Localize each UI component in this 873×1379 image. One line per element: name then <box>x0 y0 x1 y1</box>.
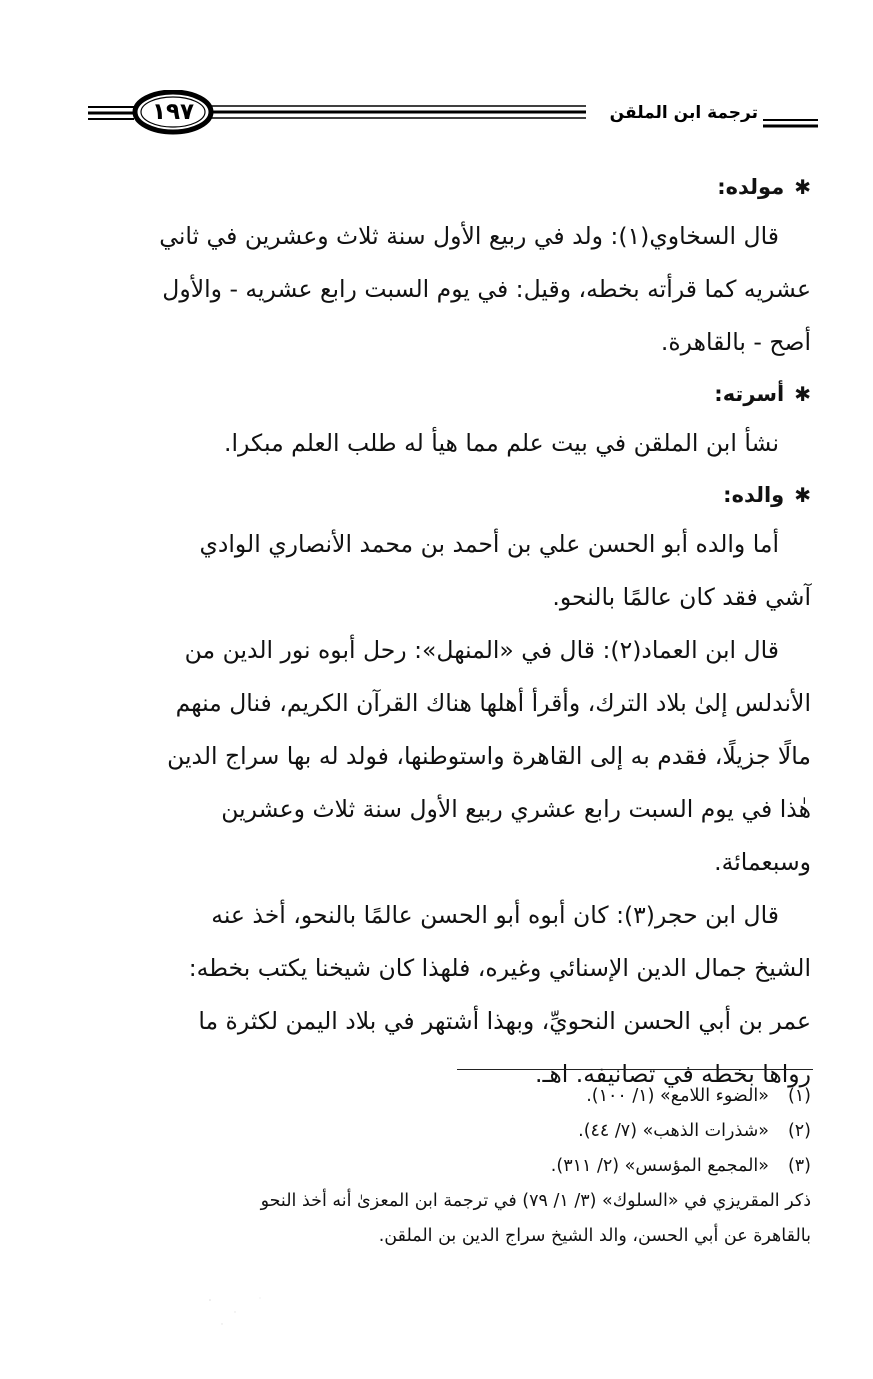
text-line: قال ابن العماد(٢): قال في «المنهل»: رحل أبوه نور الدين من <box>184 636 779 664</box>
text-line: وسبعمائة. <box>714 848 811 876</box>
text-line: أصح - بالقاهرة. <box>660 328 811 356</box>
asterisk-icon: ✱ <box>794 483 811 507</box>
text-line: رواها بخطه في تصانيفه. اهـ. <box>534 1060 811 1088</box>
main-text <box>81 162 811 1101</box>
asterisk-icon: ✱ <box>794 175 811 199</box>
footnote-text: «المجمع المؤسس» (٢/ ٣١١). <box>550 1156 769 1176</box>
footnote-number: (١) <box>787 1086 811 1106</box>
paragraph-father-1 <box>81 518 811 624</box>
footnote-number: (٣) <box>787 1156 811 1176</box>
page-number: ١٩٧ <box>151 99 195 125</box>
footnote-note-line: بالقاهرة عن أبي الحسن، والد الشيخ سراج الدين بن الملقن. <box>378 1226 811 1246</box>
text-line: عشريه كما قرأته بخطه، وقيل: في يوم السبت رابع عشريه - والأول <box>162 275 811 303</box>
text-line: عمر بن أبي الحسن النحويِّ، وبهذا أشتهر في بلاد اليمن لكثرة ما <box>198 1007 811 1035</box>
text-line: هٰذا في يوم السبت رابع عشري ربيع الأول سنة ثلاث وعشرين <box>221 795 811 823</box>
running-title: ترجمة ابن الملقن <box>609 103 758 123</box>
text-line: قال السخاوي(١): ولد في ربيع الأول سنة ثلاث وعشرين في ثاني <box>159 222 779 250</box>
section-heading-father: ✱والده: <box>723 483 811 507</box>
footnote-text: «شذرات الذهب» (٧/ ٤٤). <box>578 1121 769 1141</box>
footnote-separator <box>457 1069 813 1070</box>
text-line: الأندلس إلىٰ بلاد الترك، وأقرأ أهلها هناك القرآن الكريم، فنال منهم <box>175 689 811 717</box>
scan-specks <box>190 1290 290 1330</box>
footnotes <box>75 1079 811 1254</box>
footnote-item <box>75 1079 811 1114</box>
footnote-text: «الضوء اللامع» (١/ ١٠٠). <box>586 1086 769 1106</box>
running-header <box>88 90 818 138</box>
section-heading-birth: ✱مولده: <box>717 175 811 199</box>
footnote-note-line: ذكر المقريزي في «السلوك» (٣/ ١/ ٧٩) في ترجمة ابن المعزىٰ أنه أخذ النحو <box>260 1191 811 1211</box>
text-line: الشيخ جمال الدين الإسنائي وغيره، فلهذا كان شيخنا يكتب بخطه: <box>188 954 811 982</box>
footnote-note <box>75 1184 811 1254</box>
footnote-number: (٢) <box>787 1121 811 1141</box>
section-heading-family: ✱أسرته: <box>714 382 811 406</box>
paragraph-family <box>81 417 811 470</box>
text-line: قال ابن حجر(٣): كان أبوه أبو الحسن عالمًا بالنحو، أخذ عنه <box>211 901 779 929</box>
text-line: أما والده أبو الحسن علي بن أحمد بن محمد الأنصاري الوادي <box>199 530 779 558</box>
text-line: آشي فقد كان عالمًا بالنحو. <box>552 583 811 611</box>
text-line: نشأ ابن الملقن في بيت علم مما هيأ له طلب العلم مبكرا. <box>224 429 779 457</box>
paragraph-father-2 <box>81 624 811 889</box>
text-line: مالًا جزيلًا، فقدم به إلى القاهرة واستوطنها، فولد له بها سراج الدين <box>167 742 811 770</box>
asterisk-icon: ✱ <box>794 382 811 406</box>
footnote-item <box>75 1149 811 1184</box>
paragraph-birth <box>81 210 811 369</box>
footnote-item <box>75 1114 811 1149</box>
